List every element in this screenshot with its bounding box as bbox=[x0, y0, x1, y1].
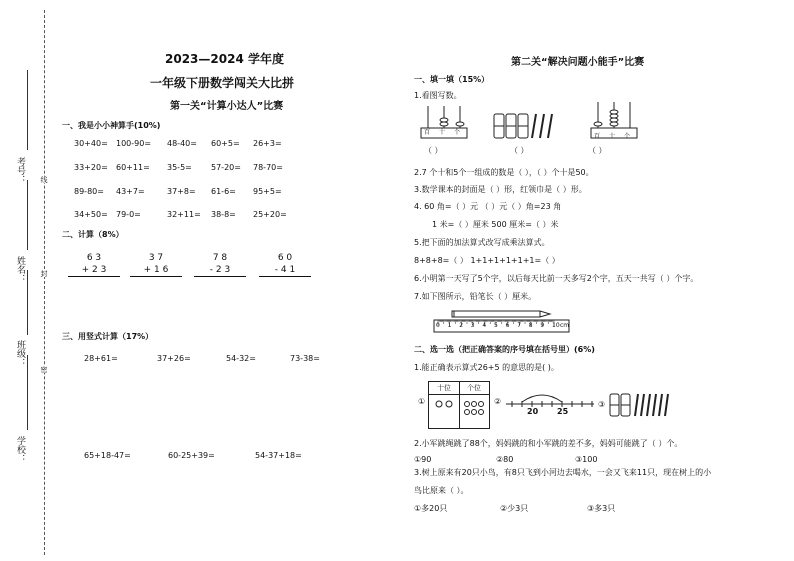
section-oral-calc: 一、我是小小神算手(10%) bbox=[62, 121, 161, 130]
place-value-chart bbox=[428, 381, 490, 429]
oral-item: 38-8= bbox=[211, 210, 236, 219]
ruler-unit-label: cm bbox=[560, 322, 570, 329]
abacus-place-labels-2 bbox=[594, 131, 639, 140]
stage1-title: 第一关“计算小达人”比赛 bbox=[170, 101, 284, 112]
exam-number-label: 考号： bbox=[15, 157, 25, 184]
bundled-sticks-image bbox=[492, 110, 564, 140]
oral-item: 35-5= bbox=[167, 163, 192, 172]
binding-mark-mi: 密 bbox=[40, 366, 48, 373]
oral-item: 57-20= bbox=[211, 163, 241, 172]
q5-line: 8+8+8=（ ） 1+1+1+1+1+1=（ ） bbox=[414, 256, 560, 265]
ruler-tick-label: 0 bbox=[436, 322, 440, 329]
class-line[interactable] bbox=[27, 270, 28, 335]
choice1-option-1-label[interactable]: ① bbox=[418, 397, 426, 406]
q1-text: 1.看图写数。 bbox=[414, 91, 462, 100]
q7-text: 7.如下图所示，铅笔长（ ）厘米。 bbox=[414, 292, 537, 301]
oral-item: 48-40= bbox=[167, 139, 197, 148]
oral-item: 89-80= bbox=[74, 187, 104, 196]
ones-header: 个位 bbox=[459, 382, 489, 395]
ruler-tick-label: 5 bbox=[494, 322, 498, 329]
choice2-option-2[interactable]: ②80 bbox=[496, 455, 514, 464]
column-calc-bottom: + 2 3 bbox=[81, 265, 107, 275]
ruler-tick-label: 6 bbox=[505, 322, 510, 329]
numline-label-20: 20 bbox=[527, 407, 539, 416]
ruler-tick-label: 10 bbox=[552, 322, 560, 329]
choice1-option-3-label[interactable]: ③ bbox=[598, 400, 606, 409]
column-calc-bar bbox=[259, 276, 311, 277]
column-calc-top: 6 0 bbox=[277, 253, 293, 263]
tens-header: 十位 bbox=[429, 382, 460, 395]
school-line[interactable] bbox=[27, 355, 28, 430]
tens-label: 十 bbox=[609, 133, 625, 140]
exam-main-title: 一年级下册数学闯关大比拼 bbox=[150, 76, 295, 90]
choice3-text-line2: 鸟比原来（ ）。 bbox=[414, 486, 469, 495]
column-calc-top: 6 3 bbox=[86, 253, 102, 263]
stage2-title: 第二关“解决问题小能手”比赛 bbox=[511, 57, 645, 68]
choice3-option-3[interactable]: ③多3只 bbox=[587, 504, 616, 513]
oral-item: 37+8= bbox=[167, 187, 196, 196]
oral-item: 95+5= bbox=[253, 187, 282, 196]
q2-text: 2.7 个十和5个一组成的数是（ ），（ ）个十是50。 bbox=[414, 168, 594, 177]
q4-line1: 4. 60 角=（ ）元 （ ）元（ ）角=23 角 bbox=[414, 202, 562, 211]
section-fill-blank: 一、填一填（15%） bbox=[414, 75, 490, 84]
hundreds-label: 百 bbox=[424, 129, 440, 136]
oral-item: 30+40= bbox=[74, 139, 108, 148]
column-calc-bar bbox=[68, 276, 120, 277]
section-multiple-choice: 二、选一选（把正确答案的序号填在括号里）(6%) bbox=[414, 345, 595, 354]
choice3-option-1[interactable]: ①多20只 bbox=[414, 504, 448, 513]
vertical-calc-item: 65+18-47= bbox=[84, 451, 131, 460]
sticks-image bbox=[608, 392, 670, 420]
vertical-calc-item: 60-25+39= bbox=[168, 451, 215, 460]
choice2-option-3[interactable]: ③100 bbox=[575, 455, 598, 464]
tens-beads bbox=[433, 398, 457, 424]
ones-label: 个 bbox=[624, 133, 640, 140]
q4-line2: 1 米=（ ）厘米 500 厘米=（ ）米 bbox=[432, 220, 559, 229]
choice3-option-2[interactable]: ②少3只 bbox=[500, 504, 529, 513]
column-calc-bottom: - 2 3 bbox=[209, 265, 231, 275]
choice1-option-2-label[interactable]: ② bbox=[494, 397, 502, 406]
choice1-text: 1.能正确表示算式26+5 的意思的是( )。 bbox=[414, 363, 559, 372]
abacus-place-labels-1 bbox=[424, 127, 469, 136]
name-label: 姓名： bbox=[15, 256, 25, 283]
ruler-tick-label: 1 bbox=[447, 322, 452, 329]
oral-item: 60+11= bbox=[116, 163, 150, 172]
oral-item: 25+20= bbox=[253, 210, 287, 219]
oral-item: 33+20= bbox=[74, 163, 108, 172]
oral-item: 60+5= bbox=[211, 139, 240, 148]
oral-item: 32+11= bbox=[167, 210, 201, 219]
ruler-tick-label: 9 bbox=[540, 322, 545, 329]
ruler-tick-label: 8 bbox=[528, 322, 533, 329]
ruler-labels bbox=[432, 322, 574, 336]
exam-number-line[interactable] bbox=[27, 70, 28, 150]
choice2-text: 2.小军跳绳跳了88个，妈妈跳的和小军跳的差不多，妈妈可能跳了（ ）个。 bbox=[414, 439, 683, 448]
oral-item: 78-70= bbox=[253, 163, 283, 172]
q3-text: 3.数学课本的封面是（ ）形，红领巾是（ ）形。 bbox=[414, 185, 587, 194]
ruler-tick-label: 3 bbox=[470, 322, 475, 329]
column-calc-bar bbox=[130, 276, 182, 277]
column-calc-4 bbox=[265, 252, 305, 277]
oral-item: 43+7= bbox=[116, 187, 145, 196]
choice2-option-1[interactable]: ①90 bbox=[414, 455, 432, 464]
numline-label-25: 25 bbox=[557, 407, 569, 416]
section-vertical-calc: 三、用竖式计算（17%） bbox=[62, 332, 154, 341]
q6-text: 6.小明第一天写了5个字，以后每天比前一天多写2个字，五天一共写（ ）个字。 bbox=[414, 274, 699, 283]
column-calc-1 bbox=[74, 252, 114, 277]
oral-item: 79-0= bbox=[116, 210, 141, 219]
column-calc-bottom: - 4 1 bbox=[274, 265, 296, 275]
ruler-tick-label: 4 bbox=[482, 322, 487, 329]
vertical-calc-item: 54-37+18= bbox=[255, 451, 302, 460]
name-line[interactable] bbox=[27, 180, 28, 250]
q1-answer-3[interactable]: （ ） bbox=[588, 146, 607, 155]
number-line-image bbox=[504, 388, 596, 412]
vertical-calc-item: 54-32= bbox=[226, 354, 256, 363]
oral-item: 100-90= bbox=[116, 139, 152, 148]
ruler-tick-label: 2 bbox=[459, 322, 464, 329]
school-label: 学校： bbox=[15, 436, 25, 463]
section-column-calc: 二、计算（8%） bbox=[62, 230, 124, 239]
column-calc-bar bbox=[194, 276, 246, 277]
q1-answer-1[interactable]: （ ） bbox=[424, 146, 443, 155]
ones-beads bbox=[462, 398, 488, 426]
q5-text: 5.把下面的加法算式改写成乘法算式。 bbox=[414, 238, 550, 247]
ones-label: 个 bbox=[454, 129, 470, 136]
oral-item: 34+50= bbox=[74, 210, 108, 219]
oral-item: 61-6= bbox=[211, 187, 236, 196]
binding-mark-xian: 线 bbox=[40, 176, 48, 183]
class-label: 班级： bbox=[15, 340, 25, 367]
column-calc-bottom: + 1 6 bbox=[143, 265, 169, 275]
vertical-calc-item: 73-38= bbox=[290, 354, 320, 363]
q1-answer-2[interactable]: （ ） bbox=[510, 146, 529, 155]
ruler-tick-label: 7 bbox=[517, 322, 522, 329]
exam-year-title: 2023—2024 学年度 bbox=[165, 52, 284, 66]
vertical-calc-item: 28+61= bbox=[84, 354, 118, 363]
hundreds-label: 百 bbox=[594, 133, 610, 140]
binding-line bbox=[44, 10, 45, 555]
column-calc-top: 7 8 bbox=[212, 253, 228, 263]
column-calc-3 bbox=[200, 252, 240, 277]
oral-item: 26+3= bbox=[253, 139, 282, 148]
column-calc-top: 3 7 bbox=[148, 253, 164, 263]
choice3-text-line1: 3.树上原来有20只小鸟，有8只飞到小河边去喝水，一会又飞来11只，现在树上的小 bbox=[414, 468, 712, 477]
tens-label: 十 bbox=[439, 129, 455, 136]
vertical-calc-item: 37+26= bbox=[157, 354, 191, 363]
column-calc-2 bbox=[136, 252, 176, 277]
binding-mark-feng: 封 bbox=[40, 270, 48, 277]
